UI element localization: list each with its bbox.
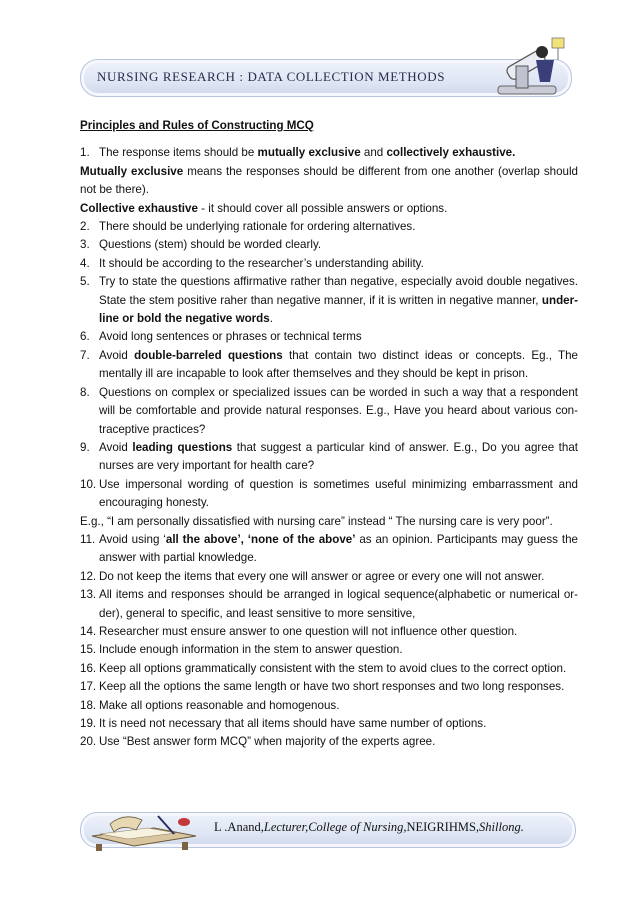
header-title: NURSING RESEARCH : DATA COLLECTION METHODS — [97, 69, 446, 84]
list-item: 9. Avoid leading questions that suggest a particular kind of answer. E.g., Do you agree that nurses are very important for health care? — [80, 440, 579, 473]
list-item: 3. Questions (stem) should be worded clearly. — [80, 238, 322, 252]
list-item: 20. Use “Best answer form MCQ” when majority of the experts agree. — [80, 735, 436, 749]
list-item: 17. Keep all the options the same length or have two short responses and two long responses. — [80, 680, 565, 694]
list-item: 7. Avoid double-barreled questions that contain two distinct ideas or concepts. Eg., The mentally ill are incapable to look after themselves and they should be kept in prison. — [80, 348, 578, 381]
list-item: 18. Make all options reasonable and homogenous. — [80, 698, 340, 712]
list-item: 8. Questions on complex or specialized issues can be worded in such a way that a respondent will be comfortable and provide natural responses. E.g., Have you heard about various con-traceptive practices? — [80, 385, 578, 436]
list-item: 19. It is need not necessary that all items should have same number of options. — [80, 717, 487, 730]
section-heading: Principles and Rules of Constructing MCQ — [80, 119, 314, 132]
list-item: 16. Keep all options grammatically consistent with the stem to avoid clues to the correct option. — [80, 661, 567, 675]
list-item: 14. Researcher must ensure answer to one question will not influence other question. — [80, 624, 518, 638]
list-item: 2. There should be underlying rationale for ordering alternatives. — [80, 220, 416, 234]
list-item: 4. It should be according to the researcher’s understanding ability. — [80, 256, 424, 270]
list-item: 15. Include enough information in the stem to answer question. — [80, 643, 403, 657]
definition-mutually-exclusive: Mutually exclusive means the responses should be different from one another (overlap should not be there). — [80, 164, 579, 197]
list-item: 11. Avoid using ‘all the above’, ‘none of the above’ as an opinion. Participants may guess the answer with partial knowledge. — [80, 532, 578, 565]
list-item: 10. Use impersonal wording of question is sometimes useful minimizing embarrassment and encouraging honesty. — [80, 477, 578, 510]
writing-desk-clipart — [84, 806, 204, 852]
footer-credit: L .Anand,Lecturer,College of Nursing,NEIGRIHMS,Shillong. — [214, 820, 524, 834]
microscope-clipart — [492, 30, 572, 102]
list-item: 5. Try to state the questions affirmative rather than negative, especially avoid double negatives. State the stem positive raher than negative manner, if it is written in negative manner, under-line or bold the negative words. — [80, 275, 578, 326]
example-line: E.g., “I am personally dissatisfied with nursing care” instead “ The nursing care is very poor”. — [80, 514, 553, 528]
list-item: 1. The response items should be mutually exclusive and collectively exhaustive. — [80, 146, 516, 160]
list-item: 12. Do not keep the items that every one will answer or agree or every one will not answer. — [80, 569, 545, 583]
document-body — [80, 117, 578, 752]
list-item: 13. All items and responses should be arranged in logical sequence(alphabetic or numerical or-der), general to specific, and least sensitive to more sensitive, — [80, 588, 578, 620]
list-item: 6. Avoid long sentences or phrases or technical terms — [80, 330, 362, 344]
definition-collective-exhaustive: Collective exhaustive - it should cover all possible answers or options. — [80, 201, 448, 215]
